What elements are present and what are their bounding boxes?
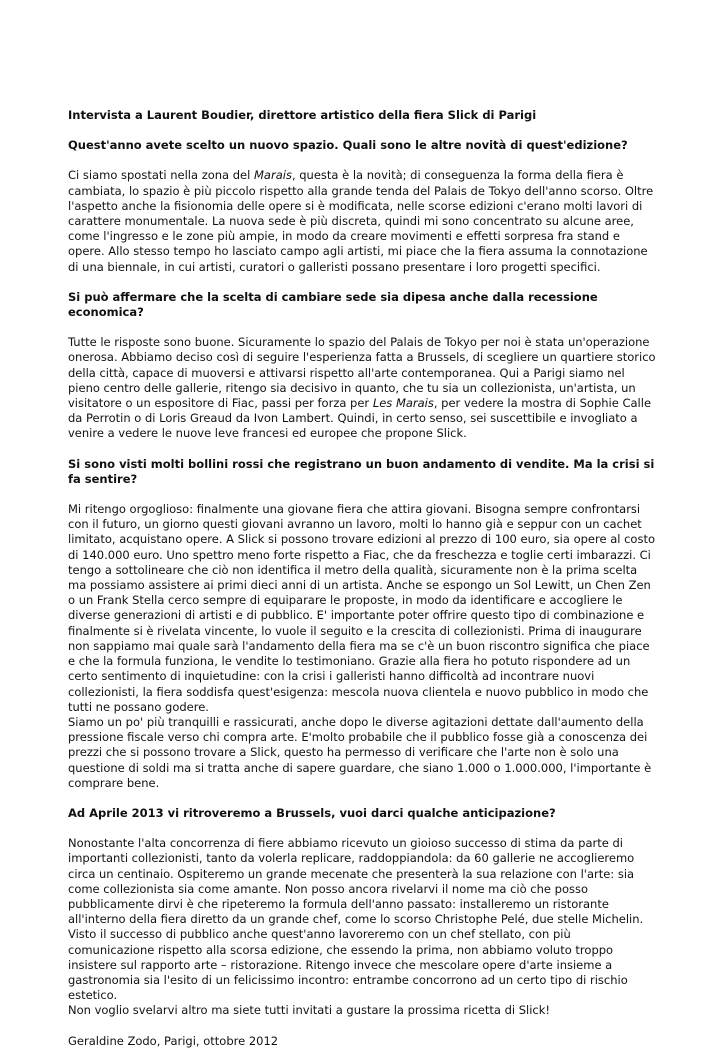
answer-1-text-b: , questa è la novità; di conseguenza la forma della fiera è cambiata, lo spazio è più piccolo rispetto alla grande tenda del Palais de Tokyo dell'anno scorso. Oltre l'aspetto anche la fisionomia delle opere si è modificata, nelle scorse edizioni c'erano molti lavori di carattere monumentale. La nuova sede è più discreta, quindi mi sono concentrato su alcune aree, come l'ingresso e le zone più ampie, in modo da creare movimenti e effetti sorpresa fra stand e opere. Allo stesso tempo ho lasciato campo agli artisti, mi piace che la fiera assuma la connotazione di una biennale, in cui artisti, curatori o galleristi possano presentare i loro progetti specifici. [68,168,654,274]
question-3: Si sono visti molti bollini rossi che registrano un buon andamento di vendite. Ma la crisi si fa sentire? [68,456,655,486]
question-1: Quest'anno avete scelto un nuovo spazio. Quali sono le altre novità di quest'edizione? [68,138,628,153]
answer-2-italic: Les Marais [372,396,434,411]
answer-2 [68,335,658,441]
question-2: Si può affermare che la scelta di cambiare sede sia dipesa anche dalla recessione economica? [68,289,598,320]
answer-3: Mi ritengo orgoglioso: finalmente una giovane fiera che attira giovani. Bisogna sempre confrontarsi con il futuro, un giorno questi giovani avranno un lavoro, molti lo hanno già e seppur con un cachet limitato, acquistano opere. A Slick si possono trovare edizioni al prezzo di 100 euro, sia opere al costo di 140.000 euro. Uno spettro meno forte rispetto a Fiac, che da freschezza e toglie certi imbarazzi. Ci tengo a sottolineare che ciò non identifica il metro della qualità, sicuramente non è la prima scelta ma possiamo assistere ai primi dieci anni di un artista. Anche se espongo un Sol Lewitt, un Chen Zen o un Frank Stella cerco sempre di equiparare le proposte, in modo da identificare e accogliere le diverse generazioni di artisti e di pubblico. E' importante poter offrire questo tipo di combinazione e finalmente si è rivelata vincente, lo vuole il seguito e la crescita di collezionisti. Prima di inaugurare non sappiamo mai quale sarà l'andamento della fiera ma se c'è un buon riscontro significa che piace e che la formula funziona, le vendite lo testimoniano. Grazie alla fiera ho potuto rispondere ad un certo sentimento di inquietudine: con la crisi i galleristi hanno difficoltà ad incontrare nuovi collezionisti, la fiera soddisfa quest'esigenza: mescola nuova clientela e nuovo pubblico in modo che tutti ne possano godere. Siamo un po' più tranquilli e rassicurati, anche dopo le diverse agitazioni dettate dall'aumento della pressione fiscale verso chi compra arte. E'molto probabile che il pubblico fosse già a conoscenza dei prezzi che si possono trovare a Slick, questo ha permesso di verificare che l'arte non è solo una questione di soldi ma si tratta anche di sapere guardare, che siano 1.000 o 1.000.000, l'importante è comprare bene. [68,502,655,790]
question-4: Ad Aprile 2013 vi ritroveremo a Brussels, vuoi darci qualche anticipazione? [68,805,556,820]
answer-1-italic: Marais [254,168,292,183]
answer-1-text-a: Ci siamo spostati nella zona del [68,168,254,183]
answer-4: Nonostante l'alta concorrenza di fiere abbiamo ricevuto un gioioso successo di stima da parte di importanti collezionisti, tanto da volerla replicare, raddoppiandola: da 60 gallerie ne accoglieremo circa un centinaio. Ospiteremo un grande mecenate che presenterà la sua relazione con l'arte: sia come collezionista sia come amante. Non posso ancora rivelarvi il nome ma ciò che posso pubblicamente dirvi è che ripeteremo la formula dell'anno passato: installeremo un ristorante all'interno della fiera diretto da un grande chef, come lo scorso Christophe Pelé, due stelle Michelin. Visto il successo di pubblico anche quest'anno lavoreremo con un chef stellato, con più comunicazione rispetto alla scorsa edizione, che essendo la prima, non abbiamo voluto troppo insistere sul rapporto arte – ristorazione. Ritengo invece che mescolare opere d'arte insieme a gastronomia sia l'esito di un felicissimo incontro: entrambe concorrono ad un certo tipo di rischio estetico. Non voglio svelarvi altro ma siete tutti invitati a gustare la prossima ricetta di Slick! [68,836,644,1018]
answer-1 [68,168,658,274]
document-body [68,108,658,1064]
answer-2-text-a: Tutte le risposte sono buone. Sicuramente lo spazio del Palais de Tokyo per noi è stata un'operazione onerosa. Abbiamo deciso così di seguire l'esperienza fatta a Brussels, di scegliere un quartiere storico della città, capace di muoversi e attivarsi rispetto all'arte contemporanea. Qui a Parigi siamo nel pieno centro delle gallerie, ritengo sia decisivo in quanto, che tu sia un collezionista, un'artista, un visitatore o un espositore di Fiac, passi per forza per [68,335,656,411]
answer-2-text-b: , per vedere la mostra di Sophie Calle da Perrotin o di Loris Greaud da Ivon Lambert. Quindi, in certo senso, sei suscettibile e invogliato a venire a vedere le nuove leve francesi ed europee che propone Slick. [68,396,652,441]
document-title: Intervista a Laurent Boudier, direttore artistico della fiera Slick di Parigi [68,108,537,122]
signature: Geraldine Zodo, Parigi, ottobre 2012 [68,1033,279,1048]
